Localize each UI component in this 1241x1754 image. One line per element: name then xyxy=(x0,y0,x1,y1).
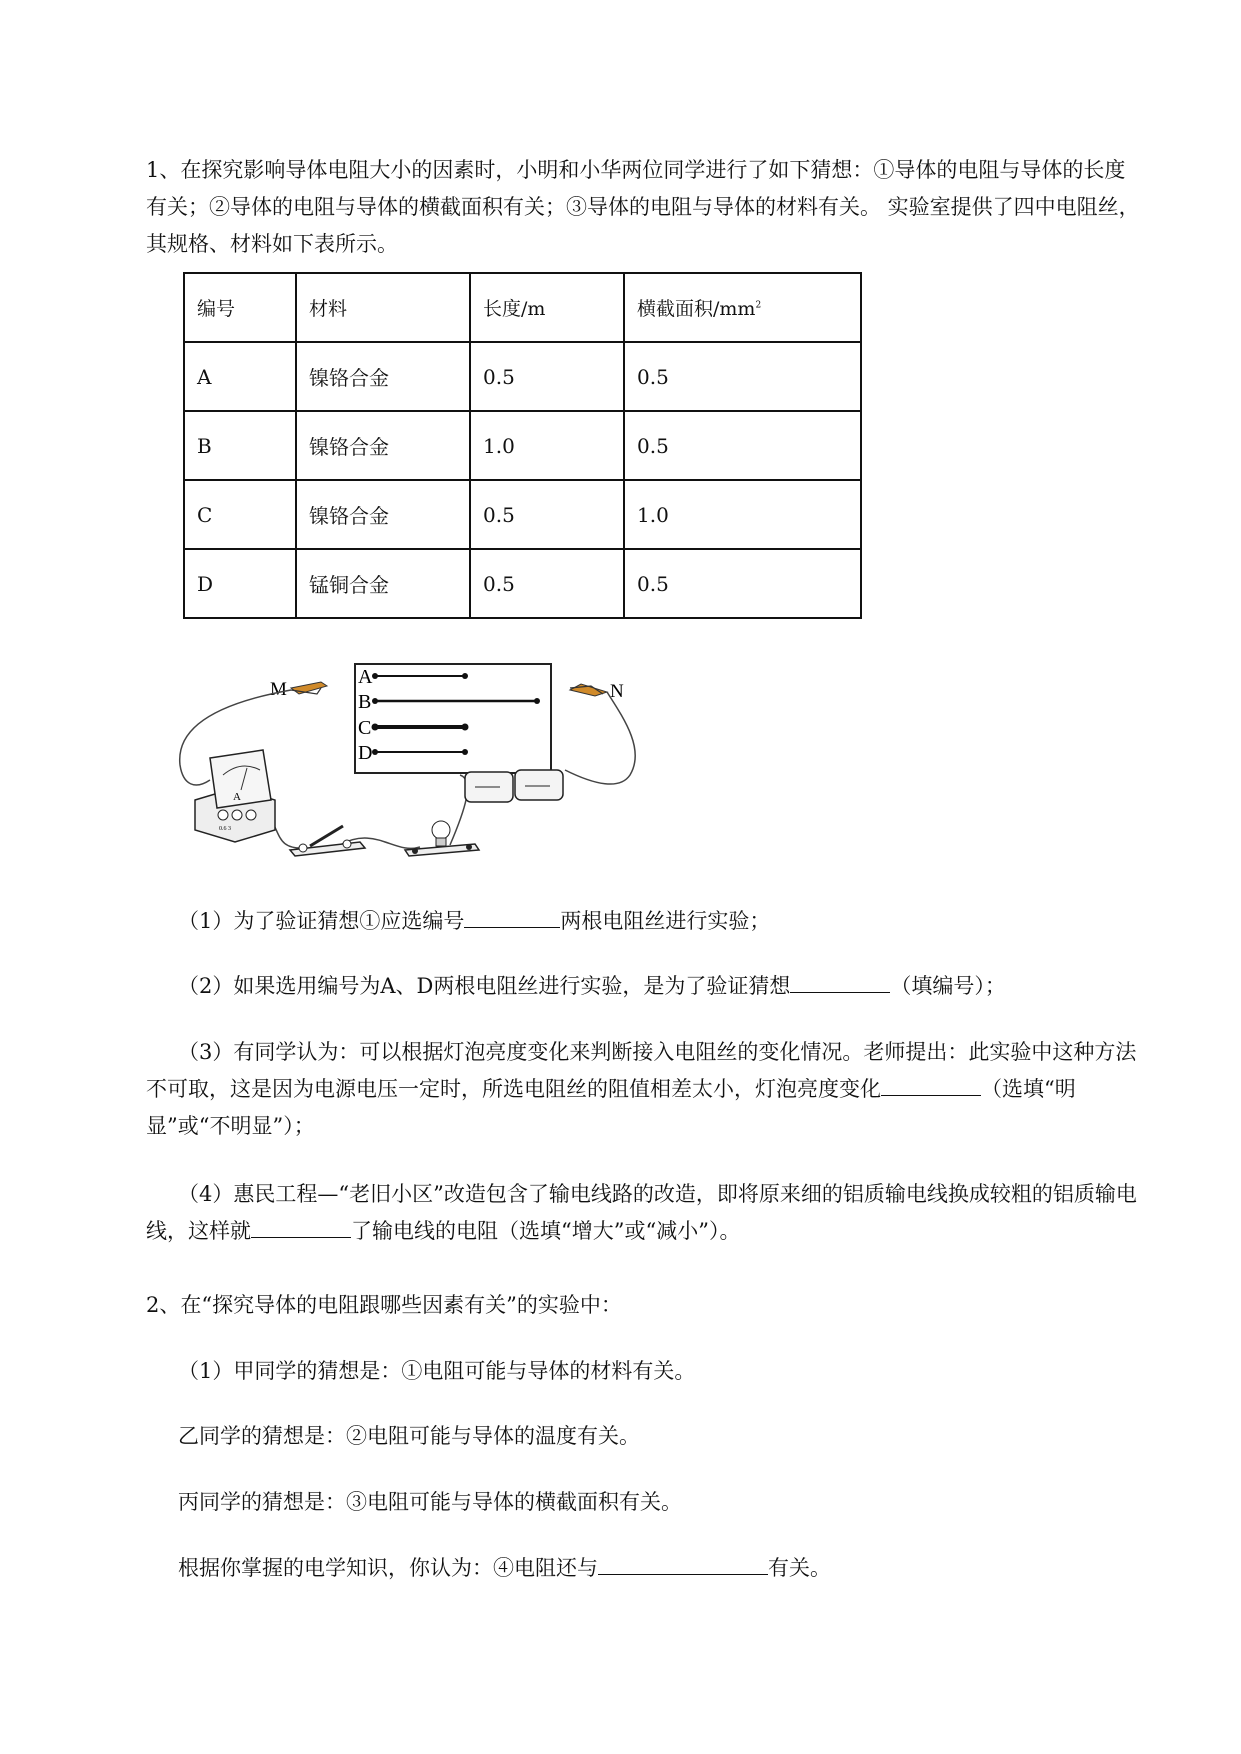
cell-material: 镍铬合金 xyxy=(296,411,470,480)
q2-guess2: 乙同学的猜想是：②电阻可能与导体的温度有关。 xyxy=(178,1424,640,1448)
cell-area: 0.5 xyxy=(624,411,861,480)
q1-sub2-text-end: （填编号）； xyxy=(890,974,1006,998)
cell-id: C xyxy=(184,480,296,549)
cell-length: 0.5 xyxy=(470,480,624,549)
table-row xyxy=(184,549,861,618)
q2-guess4-text: 根据你掌握的电学知识，你认为：④电阻还与 xyxy=(178,1556,598,1580)
q1-sub2 xyxy=(178,968,1146,1005)
q2-guess3: 丙同学的猜想是：③电阻可能与导体的横截面积有关。 xyxy=(178,1490,682,1514)
answer-blank-2[interactable] xyxy=(790,970,890,993)
battery-icon xyxy=(465,770,563,802)
cell-material: 锰铜合金 xyxy=(296,549,470,618)
ammeter-label: A xyxy=(233,791,241,803)
cell-length: 0.5 xyxy=(470,342,624,411)
switch-icon xyxy=(290,826,365,856)
wire-d-end xyxy=(372,749,378,755)
wire-label-c: C xyxy=(358,717,372,739)
q2-intro: 2、在“探究导体的电阻跟哪些因素有关”的实验中： xyxy=(146,1293,622,1317)
q1-sub3-text: （3）有同学认为：可以根据灯泡亮度变化来判断接入电阻丝的变化情况。老师提出：此实验中这种方法不可取，这是因为电源电压一定时，所选电阻丝的阻值相差太小，灯泡亮度变化 xyxy=(146,1040,1137,1101)
header-area-text: 横截面积/mm xyxy=(637,298,756,320)
wire-board xyxy=(355,664,551,773)
answer-blank-1[interactable] xyxy=(464,905,560,928)
cell-id: B xyxy=(184,411,296,480)
answer-blank-3[interactable] xyxy=(881,1073,981,1096)
q2-guess4-text-end: 有关。 xyxy=(768,1556,831,1580)
wire-a-end xyxy=(462,673,468,679)
q1-sub4-text: （4）惠民工程—“老旧小区”改造包含了输电线路的改造，即将原来细的铝质输电线换成较粗的铝质输电线，这样就 xyxy=(146,1182,1137,1243)
q1-sub4-text-end: 了输电线的电阻（选填“增大”或“减小”）。 xyxy=(351,1219,741,1243)
cell-id: A xyxy=(184,342,296,411)
cell-id: D xyxy=(184,549,296,618)
clip-label-m: M xyxy=(270,679,287,700)
table-row xyxy=(184,480,861,549)
q1-sub1 xyxy=(178,903,1146,940)
lamp-icon xyxy=(405,821,479,856)
wire-label-d: D xyxy=(358,742,373,764)
answer-blank-4[interactable] xyxy=(251,1215,351,1238)
q1-sub3-text-end: （选填“明显”或“不明显”）； xyxy=(146,1077,1076,1138)
cell-area: 0.5 xyxy=(624,342,861,411)
lead-wire-n xyxy=(565,692,635,784)
table-row xyxy=(184,342,861,411)
header-area-exponent: 2 xyxy=(755,300,762,311)
q2-guess1: （1）甲同学的猜想是：①电阻可能与导体的材料有关。 xyxy=(178,1359,696,1383)
cell-material: 镍铬合金 xyxy=(296,480,470,549)
answer-blank-5[interactable] xyxy=(598,1552,768,1575)
q1-sub4 xyxy=(146,1176,1146,1250)
wire-a-end xyxy=(372,673,378,679)
wire-label-b: B xyxy=(358,691,372,713)
table-row xyxy=(184,411,861,480)
ammeter-terminal-labels: 0.6 3 xyxy=(219,826,231,832)
wire-label-a: A xyxy=(358,666,373,688)
q1-sub2-text: （2）如果选用编号为A、D两根电阻丝进行实验，是为了验证猜想 xyxy=(178,974,791,998)
q1-sub1-text: （1）为了验证猜想①应选编号 xyxy=(178,909,465,933)
cell-area: 0.5 xyxy=(624,549,861,618)
wire-b-end xyxy=(534,698,540,704)
q2-guess4 xyxy=(178,1550,1146,1587)
circuit-diagram xyxy=(175,650,645,865)
q1-sub1-text-end: 两根电阻丝进行实验； xyxy=(560,909,771,933)
clip-label-n: N xyxy=(610,681,624,702)
header-length: 长度/m xyxy=(470,273,624,342)
table-header-row xyxy=(184,273,861,342)
header-material: 材料 xyxy=(296,273,470,342)
wire-c-end xyxy=(372,724,379,731)
q1-sub3 xyxy=(146,1034,1146,1145)
resistance-wire-table xyxy=(183,272,862,619)
header-area xyxy=(624,273,861,342)
wire-b-end xyxy=(372,698,378,704)
cell-material: 镍铬合金 xyxy=(296,342,470,411)
cell-length: 0.5 xyxy=(470,549,624,618)
cell-area: 1.0 xyxy=(624,480,861,549)
wire-c-end xyxy=(462,724,469,731)
header-id: 编号 xyxy=(184,273,296,342)
wire-d-end xyxy=(462,749,468,755)
cell-length: 1.0 xyxy=(470,411,624,480)
q1-intro: 1、在探究影响导体电阻大小的因素时，小明和小华两位同学进行了如下猜想：①导体的电阻与导体的长度有关；②导体的电阻与导体的横截面积有关；③导体的电阻与导体的材料有关。 实验室提供了四中电阻丝，其规格、材料如下表所示。 xyxy=(146,158,1140,256)
